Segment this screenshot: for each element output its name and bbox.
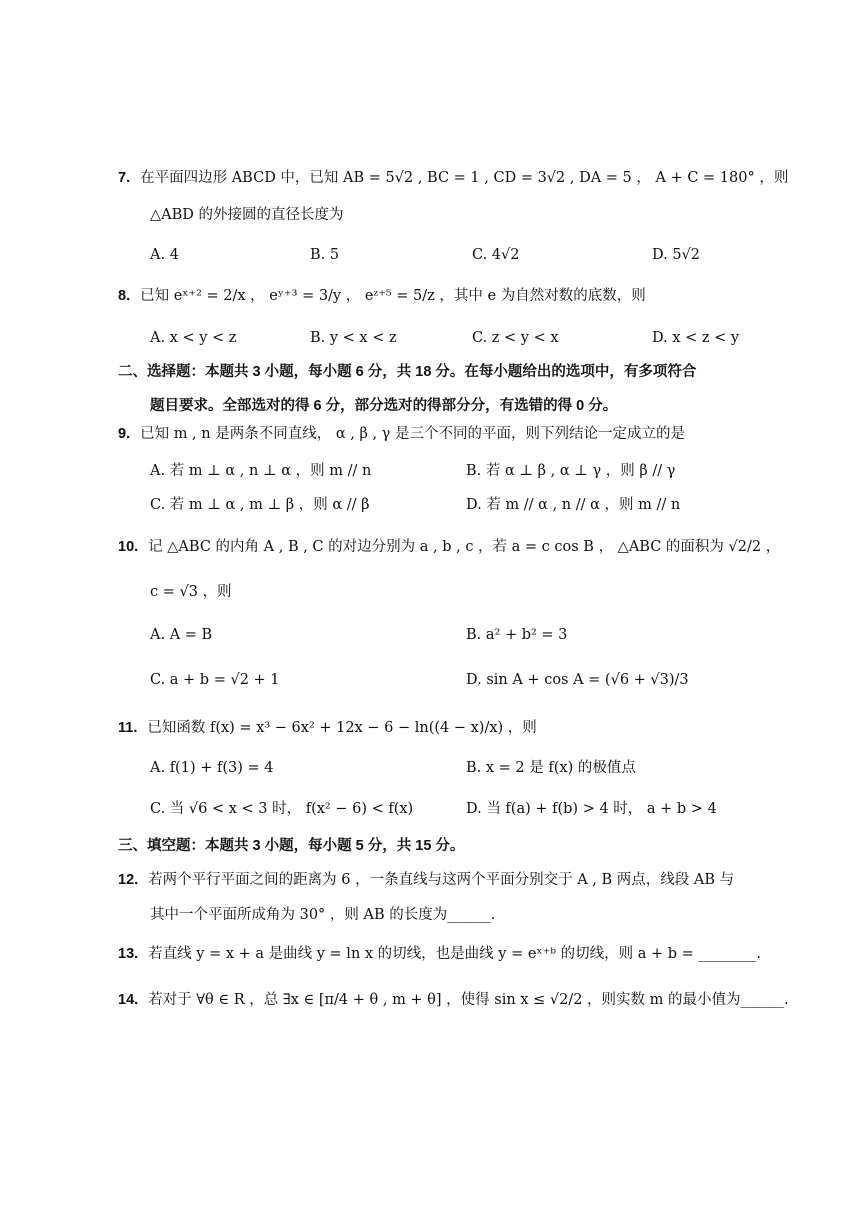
question-11 (118, 718, 537, 738)
question-8 (118, 286, 646, 306)
option-d: D. 5√2 (652, 247, 701, 263)
question-9 (118, 424, 685, 444)
question-text: 已知 eˣ⁺² = 2/x ， eʸ⁺³ = 3/y ， eᶻ⁺⁵ = 5/z ，其中 e 为自然对数的底数，则 (140, 288, 646, 304)
section-2-instructions: 题目要求。全部选对的得 6 分，部分选对的得部分分，有选错的得 0 分。 (150, 398, 618, 414)
option-d: D. x < z < y (652, 330, 740, 346)
option-a: A. f(1) + f(3) = 4 (150, 760, 274, 776)
question-12-line-2: 其中一个平面所成角为 30° ，则 AB 的长度为______. (150, 907, 496, 923)
question-number: 7. (118, 170, 131, 186)
question-number: 13. (118, 946, 139, 962)
question-number: 10. (118, 539, 139, 555)
option-b: B. 5 (310, 247, 340, 263)
option-a: A. 若 m ⊥ α , n ⊥ α ，则 m // n (150, 463, 372, 479)
question-text: 若直线 y = x + a 是曲线 y = ln x 的切线，也是曲线 y = eˣ⁺ᵇ 的切线，则 a + b = ________. (148, 946, 762, 962)
question-text: 在平面四边形 ABCD 中，已知 AB = 5√2 , BC = 1 , CD = 3√2 , DA = 5 ， A + C = 180° ，则 (140, 170, 789, 186)
section-3-heading: 三、填空题：本题共 3 小题，每小题 5 分，共 15 分。 (118, 838, 465, 854)
question-number: 8. (118, 288, 131, 304)
question-12 (118, 870, 734, 890)
question-number: 9. (118, 426, 131, 442)
question-text: 若两个平行平面之间的距离为 6 ，一条直线与这两个平面分别交于 A , B 两点，线段 AB 与 (148, 872, 735, 888)
question-text: 已知 m , n 是两条不同直线， α , β , γ 是三个不同的平面，则下列结论一定成立的是 (140, 426, 685, 442)
question-10 (118, 537, 780, 557)
question-text: 已知函数 f(x) = x³ − 6x² + 12x − 6 − ln((4 − x)/x) ，则 (147, 720, 537, 736)
option-a: A. A = B (150, 627, 213, 643)
option-c: C. 若 m ⊥ α , m ⊥ β ，则 α // β (150, 497, 370, 513)
question-number: 14. (118, 992, 139, 1008)
question-13 (118, 944, 761, 964)
option-c: C. 当 √6 < x < 3 时， f(x² − 6) < f(x) (150, 801, 414, 817)
option-b: B. y < x < z (310, 330, 397, 346)
question-7-line-2: △ABD 的外接圆的直径长度为 (150, 207, 344, 223)
question-text: 若对于 ∀θ ∈ R ，总 ∃x ∈ [π/4 + θ , m + θ] ，使得 sin x ≤ √2/2 ，则实数 m 的最小值为______. (148, 992, 789, 1008)
option-b: B. x = 2 是 f(x) 的极值点 (466, 760, 636, 776)
question-number: 12. (118, 872, 139, 888)
option-a: A. 4 (150, 247, 179, 263)
option-d: D. 若 m // α , n // α ，则 m // n (466, 497, 681, 513)
section-2-heading: 二、选择题：本题共 3 小题，每小题 6 分，共 18 分。在每小题给出的选项中，有多项符合 (118, 364, 697, 380)
question-number: 11. (118, 720, 138, 736)
question-text: 记 △ABC 的内角 A , B , C 的对边分别为 a , b , c ，若 a = c cos B ， △ABC 的面积为 √2/2 ， (148, 539, 781, 555)
question-10-line-2: c = √3 ，则 (150, 584, 232, 600)
option-b: B. 若 α ⊥ β , α ⊥ γ ，则 β // γ (466, 463, 676, 479)
question-7 (118, 168, 788, 188)
option-c: C. a + b = √2 + 1 (150, 672, 280, 688)
option-d: D. sin A + cos A = (√6 + √3)/3 (466, 672, 689, 688)
option-d: D. 当 f(a) + f(b) > 4 时， a + b > 4 (466, 801, 717, 817)
option-c: C. 4√2 (472, 247, 520, 263)
question-14 (118, 990, 789, 1010)
option-b: B. a² + b² = 3 (466, 627, 568, 643)
option-c: C. z < y < x (472, 330, 559, 346)
option-a: A. x < y < z (150, 330, 237, 346)
